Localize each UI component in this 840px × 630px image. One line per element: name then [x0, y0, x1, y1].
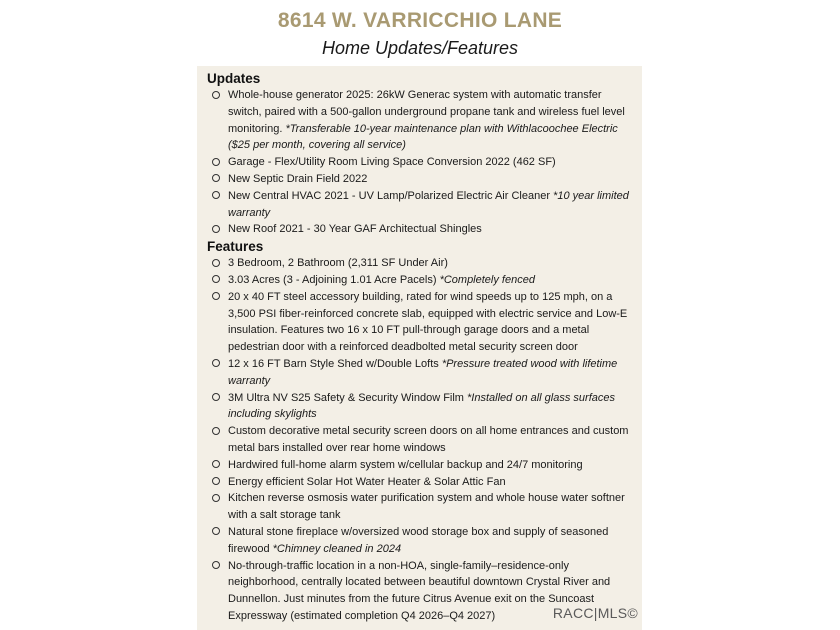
item-text: 20 x 40 FT steel accessory building, rated for wind speeds up to 125 mph, on a 3,500 PSI fiber-reinforced concrete slab, equipped with electric service and Low-E insulation. Features two 16 x 10 FT pull-through garage doors and a metal pedestrian door with a reinforced deadbolted metal security screen door [228, 290, 628, 354]
item-text: Custom decorative metal security screen doors on all home entrances and custom metal bars installed over rear home windows [228, 425, 629, 454]
list-item [207, 87, 634, 154]
circle-bullet-icon [212, 494, 220, 502]
circle-bullet-icon [212, 91, 220, 99]
list-item [207, 255, 634, 272]
list-item [207, 188, 634, 222]
circle-bullet-icon [212, 174, 220, 182]
item-note: *Pressure treated wood with lifetime warranty [228, 357, 618, 387]
features-list [207, 255, 634, 625]
list-item [207, 289, 634, 356]
item-text: 12 x 16 FT Barn Style Shed w/Double Lofts [228, 357, 442, 370]
item-note: *Transferable 10-year maintenance plan with Withlacoochee Electric ($25 per month, covering all service) [228, 122, 618, 152]
list-item [207, 154, 634, 171]
item-text: New Septic Drain Field 2022 [228, 172, 368, 185]
circle-bullet-icon [212, 225, 220, 233]
features-heading: Features [207, 239, 264, 255]
circle-bullet-icon [212, 477, 220, 485]
item-text: 3.03 Acres (3 - Adjoining 1.01 Acre Pacels) [228, 273, 440, 286]
updates-heading: Updates [207, 71, 261, 86]
list-item [207, 356, 634, 390]
item-text: Natural stone fireplace w/oversized wood storage box and supply of seasoned firewood [228, 525, 609, 555]
circle-bullet-icon [212, 191, 220, 199]
list-item [207, 457, 634, 474]
item-note: *Completely fenced [439, 273, 535, 286]
list-item [207, 524, 634, 558]
updates-list [207, 87, 634, 238]
item-text: Hardwired full-home alarm system w/cellular backup and 24/7 monitoring [228, 458, 583, 471]
item-text: No-through-traffic location in a non-HOA, single-family–residence-only neighborhood, centrally located between beautiful downtown Crystal River and Dunnellon. Just minutes from the future Citrus Avenue exit on the Suncoast Expressway (estimated completion Q4 2026–Q4 2027) [228, 559, 611, 622]
item-text: New Roof 2021 - 30 Year GAF Architectual Shingles [228, 223, 482, 236]
circle-bullet-icon [212, 275, 220, 283]
circle-bullet-icon [212, 427, 220, 435]
list-item [207, 272, 634, 289]
item-text: New Central HVAC 2021 - UV Lamp/Polarized Electric Air Cleaner [228, 189, 554, 202]
item-text: 3M Ultra NV S25 Safety & Security Window Film [228, 391, 468, 404]
item-text: 3 Bedroom, 2 Bathroom (2,311 SF Under Air) [228, 257, 448, 270]
item-note: *Chimney cleaned in 2024 [272, 542, 402, 555]
item-text: Energy efficient Solar Hot Water Heater & Solar Attic Fan [228, 475, 506, 488]
circle-bullet-icon [212, 393, 220, 401]
circle-bullet-icon [212, 158, 220, 166]
item-note: *10 year limited warranty [228, 189, 629, 219]
circle-bullet-icon [212, 561, 220, 569]
list-item [207, 490, 634, 524]
item-text: Whole-house generator 2025: 26kW Generac system with automatic transfer switch, paired with a 500-gallon underground propane tank and wireless fuel level monitoring. [228, 89, 625, 135]
list-item [207, 221, 634, 238]
list-item [207, 390, 634, 424]
item-text: Kitchen reverse osmosis water purification system and whole house water softner with a salt storage tank [228, 492, 625, 522]
item-text: Garage - Flex/Utility Room Living Space Conversion 2022 (462 SF) [228, 156, 556, 169]
circle-bullet-icon [212, 292, 220, 300]
mls-watermark: RACC|MLS© [552, 605, 638, 621]
circle-bullet-icon [212, 359, 220, 367]
circle-bullet-icon [212, 259, 220, 267]
page-subtitle: Home Updates/Features [321, 38, 519, 58]
list-item [207, 474, 634, 491]
features-panel [197, 66, 642, 630]
page-title: 8614 W. VARRICCHIO LANE [277, 9, 563, 32]
list-item [207, 423, 634, 457]
item-note: *Installed on all glass surfaces including skylights [228, 391, 615, 421]
circle-bullet-icon [212, 527, 220, 535]
list-item [207, 171, 634, 188]
circle-bullet-icon [212, 460, 220, 468]
